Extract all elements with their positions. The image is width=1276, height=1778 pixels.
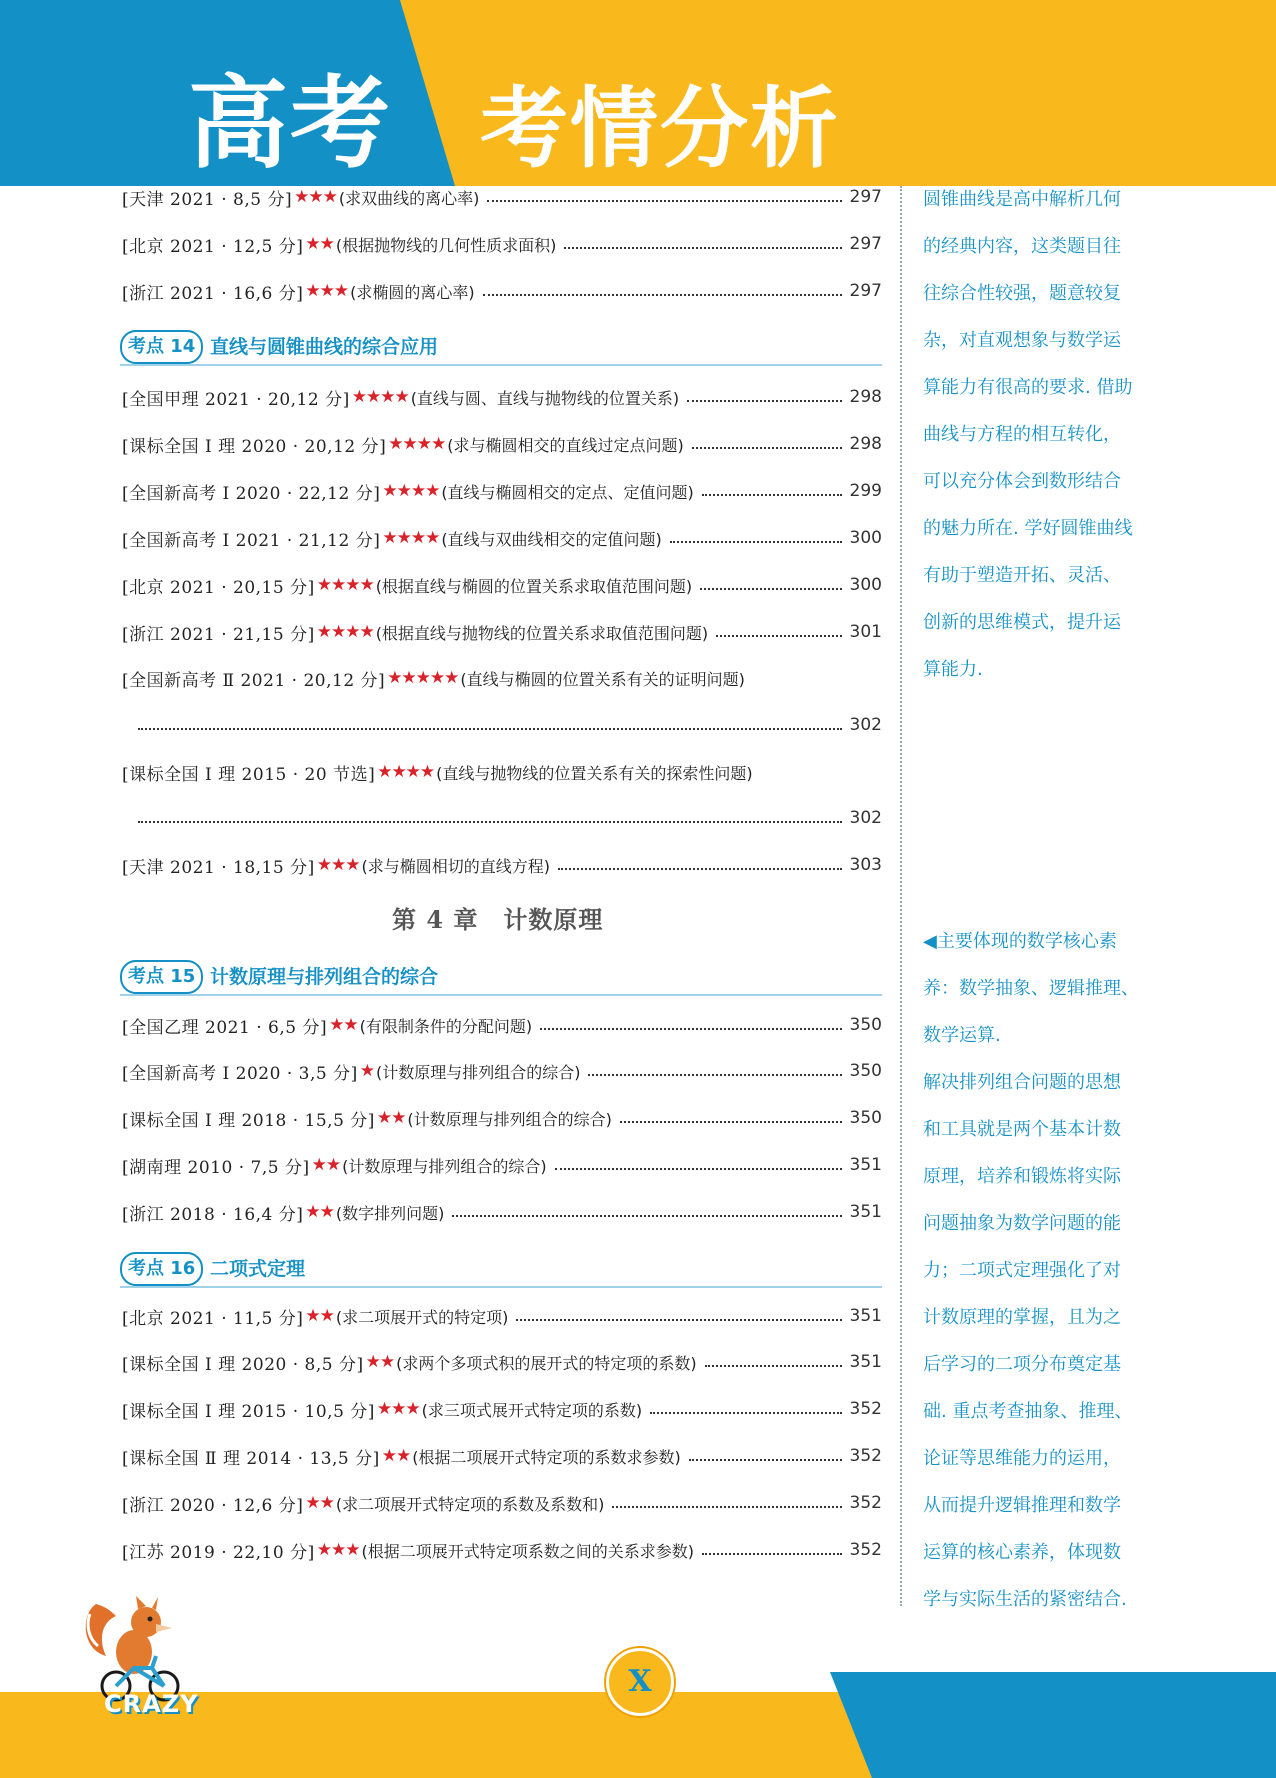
entry-source: [课标全国 Ⅰ 理 2020 · 8,5 分] (122, 1354, 364, 1375)
entry-source: [北京 2021 · 12,5 分] (122, 236, 304, 257)
list-item (122, 663, 882, 693)
leader-dots (612, 1498, 841, 1508)
leader-dots (687, 392, 841, 402)
entry-page: 352 (849, 1446, 882, 1466)
sidebar-line: 础. 重点考查抽象、推理、 (923, 1401, 1133, 1422)
entry-source: [浙江 2021 · 21,15 分] (122, 624, 315, 645)
star-rating-icon: ★ (359, 1061, 374, 1081)
footer-blue-band (830, 1672, 1276, 1778)
sidebar-line: 创新的思维模式，提升运 (923, 612, 1121, 633)
leader-dots (670, 533, 842, 543)
list-item (122, 1441, 882, 1471)
entry-source: [课标全国 Ⅰ 理 2020 · 20,12 分] (122, 436, 387, 457)
leader-dots (650, 1404, 841, 1414)
fox-mascot-icon (76, 1594, 206, 1704)
sidebar-line: 计数原理的掌握，且为之 (923, 1307, 1121, 1328)
leader-dots (564, 239, 841, 249)
star-rating-icon: ★★★★ (382, 528, 440, 548)
star-rating-icon: ★★★★ (377, 762, 435, 782)
leader-dots (558, 860, 842, 870)
list-item (122, 617, 882, 647)
sidebar-line: 可以充分体会到数形结合 (923, 471, 1121, 492)
page-number: X (606, 1648, 674, 1716)
leader-dots (716, 627, 841, 637)
entry-description: (求二项展开式特定项的系数及系数和) (335, 1494, 605, 1514)
entry-page: 350 (849, 1108, 882, 1128)
kaodian-title: 二项式定理 (210, 1258, 306, 1280)
list-item (122, 429, 882, 459)
kaodian-title: 计数原理与排列组合的综合 (210, 966, 439, 988)
star-rating-icon: ★★★ (316, 1540, 360, 1560)
list-item (122, 1301, 882, 1331)
entry-page: 302 (849, 808, 882, 828)
star-rating-icon: ★★★ (294, 187, 337, 207)
entry-page: 351 (849, 1352, 882, 1372)
sidebar-note-1 (923, 176, 1153, 693)
entry-description: (求与椭圆相切的直线方程) (361, 856, 550, 876)
leader-dots (705, 1357, 842, 1367)
entry-source: [浙江 2020 · 12,6 分] (122, 1495, 304, 1516)
sidebar-line: 原理，培养和锻炼将实际 (923, 1166, 1121, 1187)
leader-dots (700, 580, 841, 590)
section-heading-kaodian-15 (120, 960, 882, 996)
list-item (122, 1394, 882, 1424)
entry-description: (根据抛物线的几何性质求面积) (335, 235, 557, 255)
entry-source: [浙江 2021 · 16,6 分] (122, 283, 304, 304)
entry-page: 351 (849, 1202, 882, 1222)
list-item (122, 182, 882, 212)
star-rating-icon: ★★★★ (388, 434, 446, 454)
star-rating-icon: ★★★ (316, 855, 360, 875)
entry-source: [课标全国 Ⅰ 理 2015 · 20 节选] (122, 764, 376, 785)
star-rating-icon: ★★★★ (382, 481, 440, 501)
sidebar-line: 往综合性较强，题意较复 (923, 283, 1121, 304)
leader-dots (452, 1207, 841, 1217)
list-item (122, 1535, 882, 1565)
list-item (122, 1197, 882, 1227)
star-rating-icon: ★★ (305, 234, 334, 254)
star-rating-icon: ★★ (329, 1015, 358, 1035)
entry-page: 300 (849, 575, 882, 595)
entry-description: (根据直线与抛物线的位置关系求取值范围问题) (375, 623, 709, 643)
entry-page: 352 (849, 1399, 882, 1419)
leader-dots (487, 192, 841, 202)
star-rating-icon: ★★ (376, 1108, 406, 1128)
entry-description: (直线与椭圆的位置关系有关的证明问题) (460, 669, 745, 689)
leader-dots (588, 1066, 841, 1076)
list-item (122, 1150, 882, 1180)
entry-source: [天津 2021 · 18,15 分] (122, 857, 315, 878)
entry-source: [课标全国 Ⅱ 理 2014 · 13,5 分] (122, 1448, 380, 1469)
section-heading-kaodian-14 (120, 330, 882, 366)
list-item (122, 476, 882, 506)
entry-description: (有限制条件的分配问题) (359, 1016, 533, 1036)
sidebar-line: 的经典内容，这类题目往 (923, 236, 1121, 257)
leader-dots (555, 1160, 842, 1170)
entry-page: 298 (849, 434, 882, 454)
entry-source: [湖南理 2010 · 7,5 分] (122, 1157, 310, 1178)
entry-source: [课标全国 Ⅰ 理 2015 · 10,5 分] (122, 1401, 375, 1422)
entry-source: [北京 2021 · 20,15 分] (122, 577, 315, 598)
leader-dots (138, 720, 842, 730)
star-rating-icon: ★★ (305, 1493, 334, 1513)
entry-page: 301 (849, 622, 882, 642)
entry-source: [全国乙理 2021 · 6,5 分] (122, 1017, 328, 1038)
leader-dots (702, 486, 842, 496)
entry-page: 300 (849, 528, 882, 548)
star-rating-icon: ★★ (365, 1352, 395, 1372)
entry-page: 302 (849, 715, 882, 735)
entry-description: (求三项式展开式特定项的系数) (421, 1400, 643, 1420)
star-rating-icon: ★★★★ (316, 575, 374, 595)
leader-dots (689, 1451, 842, 1461)
entry-description: (求二项展开式的特定项) (335, 1307, 509, 1327)
star-rating-icon: ★★★★★ (387, 668, 459, 688)
list-item (122, 1010, 882, 1040)
sidebar-line: ◀主要体现的数学核心素 (923, 931, 1117, 952)
kaodian-badge: 考点 15 (120, 960, 203, 994)
entry-source: [全国新高考 Ⅰ 2021 · 21,12 分] (122, 530, 381, 551)
kaodian-title: 直线与圆锥曲线的综合应用 (210, 336, 439, 358)
entry-page: 350 (849, 1015, 882, 1035)
entry-source: [全国新高考 Ⅱ 2021 · 20,12 分] (122, 670, 386, 691)
leader-dots (620, 1113, 842, 1123)
entry-page: 351 (849, 1306, 882, 1326)
entry-description: (求椭圆的离心率) (350, 282, 475, 302)
brand-logo: CRAZY (104, 1690, 199, 1718)
sidebar-line: 算能力有很高的要求. 借助 (923, 377, 1133, 398)
sidebar-line: 运算的核心素养，体现数 (923, 1542, 1121, 1563)
sidebar-line: 和工具就是两个基本计数 (923, 1119, 1121, 1140)
sidebar-line: 力；二项式定理强化了对 (923, 1260, 1121, 1281)
entry-page: 298 (849, 387, 882, 407)
sidebar-divider (900, 186, 902, 1606)
leader-dots (483, 286, 842, 296)
entry-description: (求与椭圆相交的直线过定点问题) (447, 435, 684, 455)
star-rating-icon: ★★ (381, 1446, 411, 1466)
entry-source: [天津 2021 · 8,5 分] (122, 189, 293, 210)
sidebar-line: 杂，对直观想象与数学运 (923, 330, 1121, 351)
entry-source: [浙江 2018 · 16,4 分] (122, 1204, 304, 1225)
kaodian-badge: 考点 14 (120, 330, 203, 364)
sidebar-line: 解决排列组合问题的思想 (923, 1072, 1121, 1093)
star-rating-icon: ★★ (305, 1306, 334, 1326)
list-item (122, 850, 882, 880)
leader-dots (702, 1545, 842, 1555)
entry-description: (直线与双曲线相交的定值问题) (441, 529, 662, 549)
sidebar-line: 有助于塑造开拓、灵活、 (923, 565, 1121, 586)
entry-description: (计数原理与排列组合的综合) (342, 1156, 547, 1176)
entry-description: (计数原理与排列组合的综合) (407, 1109, 612, 1129)
list-item-continuation (138, 803, 882, 833)
list-item-continuation (138, 710, 882, 740)
sidebar-note-2 (923, 918, 1153, 1623)
list-item (122, 276, 882, 306)
list-item (122, 382, 882, 412)
sidebar-line: 的魅力所在. 学好圆锥曲线 (923, 518, 1133, 539)
leader-dots (138, 813, 842, 823)
leader-dots (540, 1020, 841, 1030)
sidebar-line: 学与实际生活的紧密结合. (923, 1589, 1127, 1610)
header-title-sub: 考情分析 (480, 77, 841, 180)
entry-source: [全国新高考 Ⅰ 2020 · 22,12 分] (122, 483, 381, 504)
star-rating-icon: ★★ (311, 1155, 341, 1175)
sidebar-line: 算能力. (923, 659, 983, 680)
sidebar-line: 论证等思维能力的运用， (923, 1448, 1121, 1469)
star-rating-icon: ★★ (305, 1202, 334, 1222)
star-rating-icon: ★★★ (376, 1399, 420, 1419)
entry-page: 297 (849, 187, 882, 207)
list-item (122, 1347, 882, 1377)
list-item (122, 1488, 882, 1518)
list-item (122, 757, 882, 787)
header-title-main: 高考 (188, 65, 392, 182)
entry-page: 297 (849, 234, 882, 254)
entry-source: [北京 2021 · 11,5 分] (122, 1308, 304, 1329)
kaodian-badge: 考点 16 (120, 1252, 203, 1286)
sidebar-line: 问题抽象为数学问题的能 (923, 1213, 1121, 1234)
sidebar-line: 曲线与方程的相互转化， (923, 424, 1121, 445)
list-item (122, 570, 882, 600)
entry-description: (根据二项展开式特定项的系数求参数) (412, 1447, 681, 1467)
sidebar-line: 圆锥曲线是高中解析几何 (923, 189, 1121, 210)
sidebar-line: 后学习的二项分布奠定基 (923, 1354, 1121, 1375)
entry-page: 352 (849, 1540, 882, 1560)
entry-page: 352 (849, 1493, 882, 1513)
sidebar-line: 数学运算. (923, 1025, 1001, 1046)
entry-description: (数字排列问题) (335, 1203, 445, 1223)
entry-description: (求双曲线的离心率) (338, 188, 480, 208)
entry-page: 350 (849, 1061, 882, 1081)
chapter-title: 第 4 章 计数原理 (392, 905, 604, 934)
list-item (122, 1056, 882, 1086)
entry-source: [江苏 2019 · 22,10 分] (122, 1542, 315, 1563)
list-item (122, 1103, 882, 1133)
entry-source: [课标全国 Ⅰ 理 2018 · 15,5 分] (122, 1110, 375, 1131)
section-heading-kaodian-16 (120, 1252, 882, 1288)
entry-description: (求两个多项式积的展开式的特定项的系数) (396, 1353, 697, 1373)
entry-description: (计数原理与排列组合的综合) (375, 1062, 581, 1082)
entry-page: 297 (849, 281, 882, 301)
sidebar-line: 从而提升逻辑推理和数学 (923, 1495, 1121, 1516)
entry-source: [全国甲理 2021 · 20,12 分] (122, 389, 350, 410)
star-rating-icon: ★★★★ (351, 387, 409, 407)
list-item (122, 229, 882, 259)
entry-description: (根据直线与椭圆的位置关系求取值范围问题) (375, 576, 693, 596)
entry-description: (直线与圆、直线与抛物线的位置关系) (410, 388, 680, 408)
sidebar-line: 养：数学抽象、逻辑推理、 (923, 978, 1139, 999)
entry-description: (直线与椭圆相交的定点、定值问题) (441, 482, 694, 502)
entry-source: [全国新高考 Ⅰ 2020 · 3,5 分] (122, 1063, 358, 1084)
entry-description: (直线与抛物线的位置关系有关的探索性问题) (436, 763, 753, 783)
entry-page: 351 (849, 1155, 882, 1175)
list-item (122, 523, 882, 553)
entry-description: (根据二项展开式特定项系数之间的关系求参数) (361, 1541, 694, 1561)
leader-dots (516, 1311, 841, 1321)
star-rating-icon: ★★★ (305, 281, 349, 301)
leader-dots (692, 439, 842, 449)
entry-page: 303 (849, 855, 882, 875)
star-rating-icon: ★★★★ (316, 622, 374, 642)
entry-page: 299 (849, 481, 882, 501)
